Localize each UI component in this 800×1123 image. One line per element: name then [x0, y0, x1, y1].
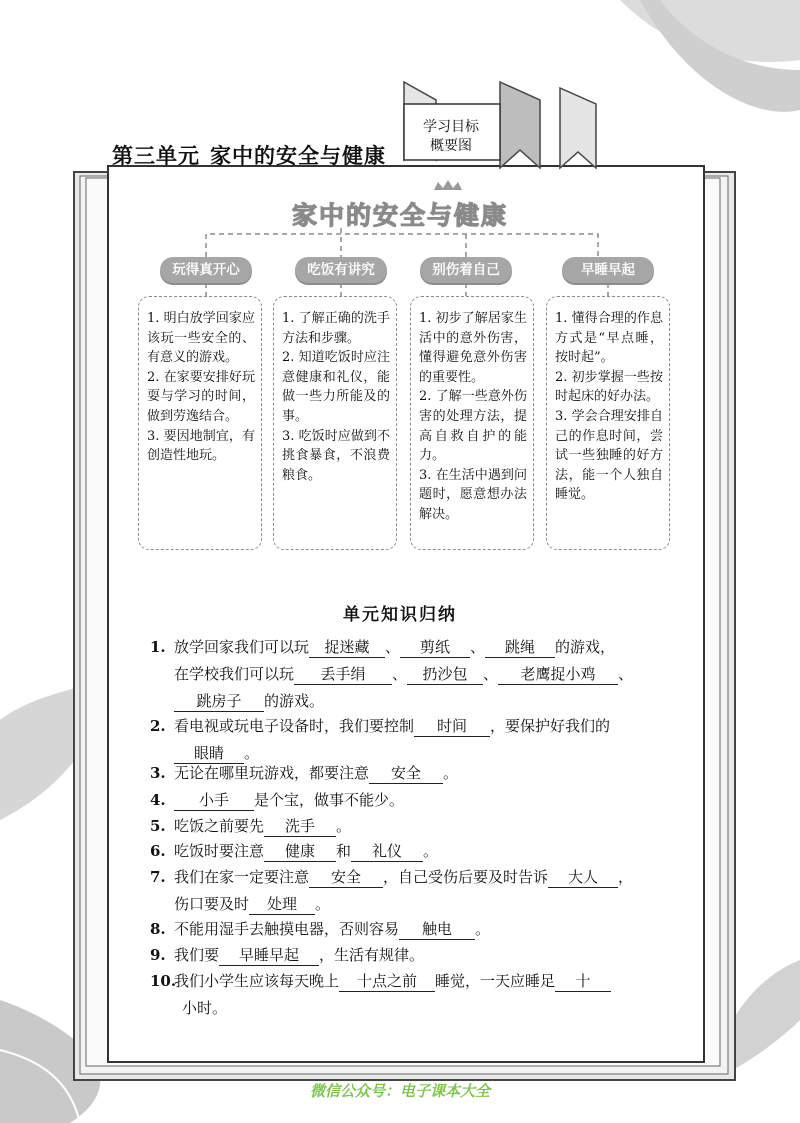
question-5 — [150, 813, 680, 840]
separator: 、 — [385, 638, 401, 656]
question-10 — [150, 968, 680, 1022]
list-item: 2. 初步掌握一些按时起床的好办法。 — [555, 369, 663, 405]
footer-watermark: 微信公众号：电子课本大全 — [309, 1082, 490, 1100]
question-1 — [150, 634, 680, 715]
question-9 — [150, 942, 680, 969]
question-text: 我们在家一定要注意 — [174, 868, 310, 886]
question-text: 。 — [244, 744, 260, 762]
question-number: 3. — [150, 764, 166, 782]
branch-box-sleep — [546, 296, 670, 550]
question-7 — [150, 864, 680, 918]
bookmark-tag-line2: 概要图 — [430, 138, 472, 154]
answer-blank: 捉迷藏 — [309, 637, 385, 658]
branch-label-safety: 别伤着自己 — [420, 257, 512, 283]
question-text: 伤口要及时 — [174, 895, 250, 913]
list-item: 2. 在家要安排好玩耍与学习的时间，做到劳逸结合。 — [147, 369, 255, 424]
question-text: 小时。 — [182, 999, 228, 1017]
answer-blank: 老鹰捉小鸡 — [498, 664, 618, 685]
question-text: ，要保护好我们的 — [490, 717, 611, 735]
question-number: 8. — [150, 920, 166, 938]
question-text: ， — [618, 868, 634, 886]
answer-blank: 小手 — [174, 790, 254, 811]
unit-number: 第三单元 — [112, 143, 200, 168]
question-text: 我们小学生应该每天晚上 — [174, 972, 340, 990]
question-number: 7. — [150, 868, 166, 886]
question-text: 的游戏。 — [264, 692, 325, 710]
summary-title: 单元知识归纳 — [343, 605, 457, 625]
separator: 、 — [392, 665, 408, 683]
question-text: 。 — [443, 764, 459, 782]
branch-box-eat — [273, 296, 397, 550]
question-text: 在学校我们可以玩 — [174, 665, 295, 683]
answer-blank: 大人 — [548, 867, 618, 888]
answer-blank: 扔沙包 — [407, 664, 483, 685]
question-text: 无论在哪里玩游戏，都要注意 — [174, 764, 370, 782]
list-item: 2. 知道吃饭时应注意健康和礼仪，能做一些力所能及的事。 — [282, 350, 390, 424]
answer-blank: 处理 — [249, 894, 315, 915]
list-item: 1. 明白放学回家应该玩一些安全的、有意义的游戏。 — [147, 311, 255, 366]
branch-box-play — [138, 296, 262, 550]
answer-blank: 早睡早起 — [219, 945, 319, 966]
question-text: 我们要 — [174, 946, 220, 964]
answer-blank: 丢手绢 — [294, 664, 392, 685]
list-item: 3. 学会合理安排自己的作息时间，尝试一些独睡的好方法，能一个人独自睡觉。 — [555, 408, 663, 503]
branch-label-eat: 吃饭有讲究 — [295, 257, 387, 283]
separator: 、 — [470, 638, 486, 656]
list-item: 1. 了解正确的洗手方法和步骤。 — [282, 311, 390, 346]
answer-blank: 健康 — [264, 841, 336, 862]
list-item: 3. 吃饭时应做到不挑食暴食，不浪费粮食。 — [282, 428, 390, 483]
separator: 、 — [618, 665, 634, 683]
question-4 — [150, 787, 680, 814]
answer-blank: 触电 — [399, 919, 475, 940]
branch-box-safety — [410, 296, 534, 550]
answer-blank: 跳绳 — [485, 637, 555, 658]
bookmark-tag-line1: 学习目标 — [423, 119, 479, 135]
question-text: 看电视或玩电子设备时，我们要控制 — [174, 717, 415, 735]
unit-title — [112, 140, 386, 170]
question-text: 吃饭时要注意 — [174, 842, 265, 860]
list-item: 3. 要因地制宜，有创造性地玩。 — [147, 428, 255, 464]
answer-blank: 安全 — [369, 763, 443, 784]
question-number: 1. — [150, 638, 166, 656]
answer-blank: 洗手 — [264, 816, 336, 837]
separator: 、 — [483, 665, 499, 683]
question-number: 10. — [150, 972, 177, 990]
question-text: 是个宝，做事不能少。 — [254, 791, 405, 809]
branch-label-sleep: 早睡早起 — [562, 257, 654, 283]
answer-blank: 眼睛 — [174, 743, 244, 764]
question-text: ，生活有规律。 — [319, 946, 425, 964]
answer-blank: 礼仪 — [351, 841, 423, 862]
list-item: 3. 在生活中遇到问题时，愿意想办法解决。 — [419, 467, 527, 522]
question-3 — [150, 760, 680, 787]
answer-blank: 跳房子 — [174, 691, 264, 712]
question-2 — [150, 713, 680, 767]
question-number: 4. — [150, 791, 166, 809]
question-number: 5. — [150, 817, 166, 835]
question-text: 不能用湿手去触摸电器，否则容易 — [174, 920, 400, 938]
question-number: 6. — [150, 842, 166, 860]
list-item: 2. 了解一些意外伤害的处理方法，提高自救自护的能力。 — [419, 389, 527, 464]
bookmark-tag — [409, 118, 493, 156]
answer-blank: 十 — [555, 971, 611, 992]
answer-blank: 安全 — [309, 867, 383, 888]
question-text: 的游戏， — [555, 638, 616, 656]
list-item: 1. 懂得合理的作息方式是“早点睡，按时起”。 — [555, 311, 663, 366]
question-text: 放学回家我们可以玩 — [174, 638, 310, 656]
answer-blank: 剪纸 — [400, 637, 470, 658]
answer-blank: 十点之前 — [339, 971, 435, 992]
question-text: 吃饭之前要先 — [174, 817, 265, 835]
answer-blank: 时间 — [414, 716, 490, 737]
question-number: 2. — [150, 717, 166, 735]
question-6 — [150, 838, 680, 865]
question-number: 9. — [150, 946, 166, 964]
question-text: 睡觉，一天应睡足 — [435, 972, 556, 990]
branch-label-play: 玩得真开心 — [160, 257, 252, 283]
question-text: 。 — [475, 920, 491, 938]
question-text: 和 — [336, 842, 352, 860]
unit-name: 家中的安全与健康 — [210, 143, 386, 168]
mindmap-title: 家中的安全与健康 — [291, 201, 508, 230]
question-8 — [150, 916, 680, 943]
list-item: 1. 初步了解居家生活中的意外伤害，懂得避免意外伤害的重要性。 — [419, 311, 527, 385]
question-text: 。 — [336, 817, 352, 835]
question-text: 。 — [423, 842, 439, 860]
question-text: 。 — [315, 895, 331, 913]
question-text: ，自己受伤后要及时告诉 — [383, 868, 549, 886]
